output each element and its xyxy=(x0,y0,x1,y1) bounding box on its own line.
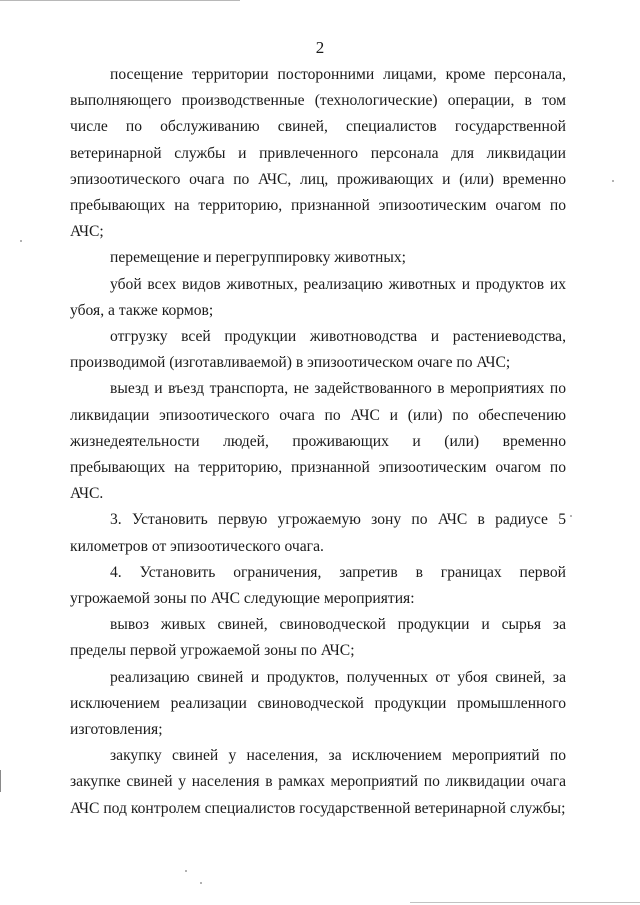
scan-speck xyxy=(185,870,187,872)
paragraph: закупку свиней у населения, за исключением мероприятий по закупке свиней у населения в рамках мероприятий по ликвидации очага АЧС под контролем специалистов государственной ветеринарной службы; xyxy=(70,747,566,817)
scan-speck xyxy=(612,180,614,182)
paragraph: вывоз живых свиней, свиноводческой продукции и сырья за пределы первой угрожаемой зоны по АЧС; xyxy=(70,616,566,660)
scan-speck xyxy=(200,882,202,884)
scan-speck xyxy=(20,240,22,242)
paragraph: посещение территории посторонними лицами, кроме персонала, выполняющего производственные (технологические) операции, в том числе по обслуживанию свиней, специалистов государственной ветеринарной службы и привлеченного персонала для ликвидации эпизоотического очага по АЧС, лиц, проживающих и (или) временно пребывающих на территорию, признанной эпизоотическим очагом по АЧС; xyxy=(70,66,566,241)
scan-edge-mark xyxy=(0,770,1,792)
page-number: 2 xyxy=(315,38,325,57)
paragraph: убой всех видов животных, реализацию животных и продуктов их убоя, а также кормов; xyxy=(70,275,566,319)
paragraph: перемещение и перегруппировку животных; xyxy=(110,249,406,267)
paragraph: выезд и въезд транспорта, не задействованного в мероприятиях по ликвидации эпизоотического очага по АЧС и (или) по обеспечению жизнедеятельности людей, проживающих и (или) временно пребывающих на территорию, признанной эпизоотическим очагом по АЧС. xyxy=(70,380,566,503)
document-body xyxy=(70,62,566,822)
paragraph: 3. Установить первую угрожаемую зону по АЧС в радиусе 5 километров от эпизоотического очага. xyxy=(70,511,566,555)
paragraph: отгрузку всей продукции животноводства и растениеводства, производимой (изготавливаемой) в эпизоотическом очаге по АЧС; xyxy=(70,328,566,372)
scan-artifact-line xyxy=(0,0,240,1)
scan-artifact-line xyxy=(410,902,640,903)
scan-speck xyxy=(570,515,572,517)
paragraph: реализацию свиней и продуктов, полученных от убоя свиней, за исключением реализации свиноводческой продукции промышленного изготовления; xyxy=(70,668,566,739)
paragraph: 4. Установить ограничения, запретив в границах первой угрожаемой зоны по АЧС следующие мероприятия: xyxy=(70,563,566,608)
